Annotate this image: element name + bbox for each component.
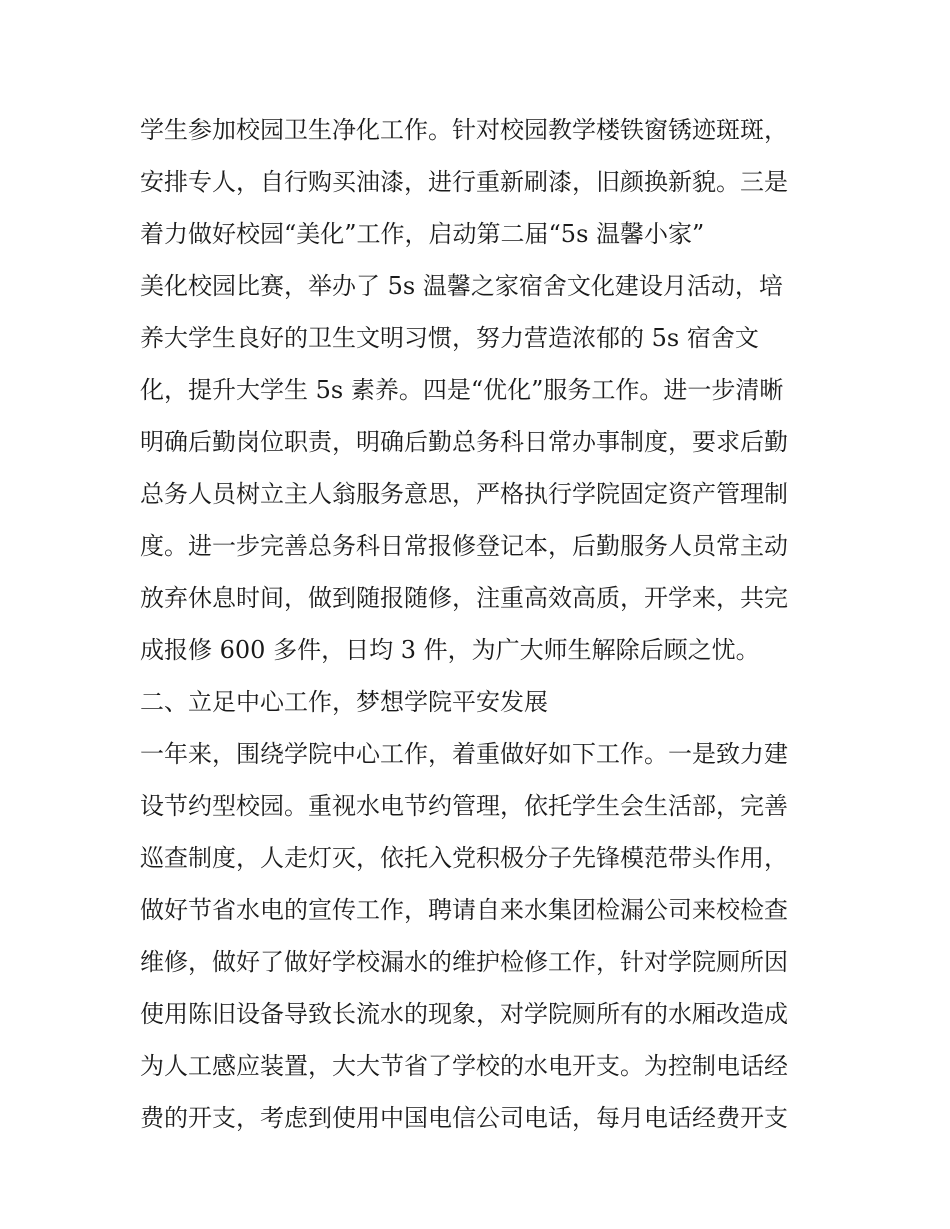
text-line: 化，提升大学生 5s 素养。四是“优化”服务工作。进一步清晰 bbox=[140, 376, 784, 404]
text-line: 养大学生良好的卫生文明习惯，努力营造浓郁的 5s 宿舍文 bbox=[140, 324, 759, 352]
text-line: 美化校园比赛，举办了 5s 温馨之家宿舍文化建设月活动，培 bbox=[140, 272, 783, 300]
text-line: 安排专人，自行购买油漆，进行重新刷漆，旧颜换新貌。三是 bbox=[140, 168, 788, 196]
text-line: 巡查制度，人走灯灭，依托入党积极分子先锋模范带头作用， bbox=[140, 844, 788, 872]
text-line: 设节约型校园。重视水电节约管理，依托学生会生活部，完善 bbox=[140, 792, 788, 820]
text-line: 放弃休息时间，做到随报随修，注重高效高质，开学来，共完 bbox=[140, 584, 788, 612]
section-heading: 二、立足中心工作，梦想学院平安发展 bbox=[140, 688, 548, 716]
body-text bbox=[140, 104, 820, 1144]
text-line: 使用陈旧设备导致长流水的现象，对学院厕所有的水厢改造成 bbox=[140, 1000, 788, 1028]
text-line: 着力做好校园“美化”工作，启动第二届“5s 温馨小家” bbox=[140, 220, 705, 248]
text-line: 费的开支，考虑到使用中国电信公司电话，每月电话经费开支 bbox=[140, 1104, 788, 1132]
text-line: 一年来，围绕学院中心工作，着重做好如下工作。一是致力建 bbox=[140, 740, 788, 768]
text-line: 总务人员树立主人翁服务意思，严格执行学院固定资产管理制 bbox=[140, 480, 788, 508]
text-line: 成报修 600 多件，日均 3 件，为广大师生解除后顾之忧。 bbox=[140, 636, 760, 664]
text-line: 学生参加校园卫生净化工作。针对校园教学楼铁窗锈迹斑斑， bbox=[140, 116, 788, 144]
text-line: 维修，做好了做好学校漏水的维护检修工作，针对学院厕所因 bbox=[140, 948, 788, 976]
text-line: 度。进一步完善总务科日常报修登记本，后勤服务人员常主动 bbox=[140, 532, 788, 560]
text-line: 做好节省水电的宣传工作，聘请自来水集团检漏公司来校检查 bbox=[140, 896, 788, 924]
text-line: 为人工感应装置，大大节省了学校的水电开支。为控制电话经 bbox=[140, 1052, 788, 1080]
text-line: 明确后勤岗位职责，明确后勤总务科日常办事制度，要求后勤 bbox=[140, 428, 788, 456]
